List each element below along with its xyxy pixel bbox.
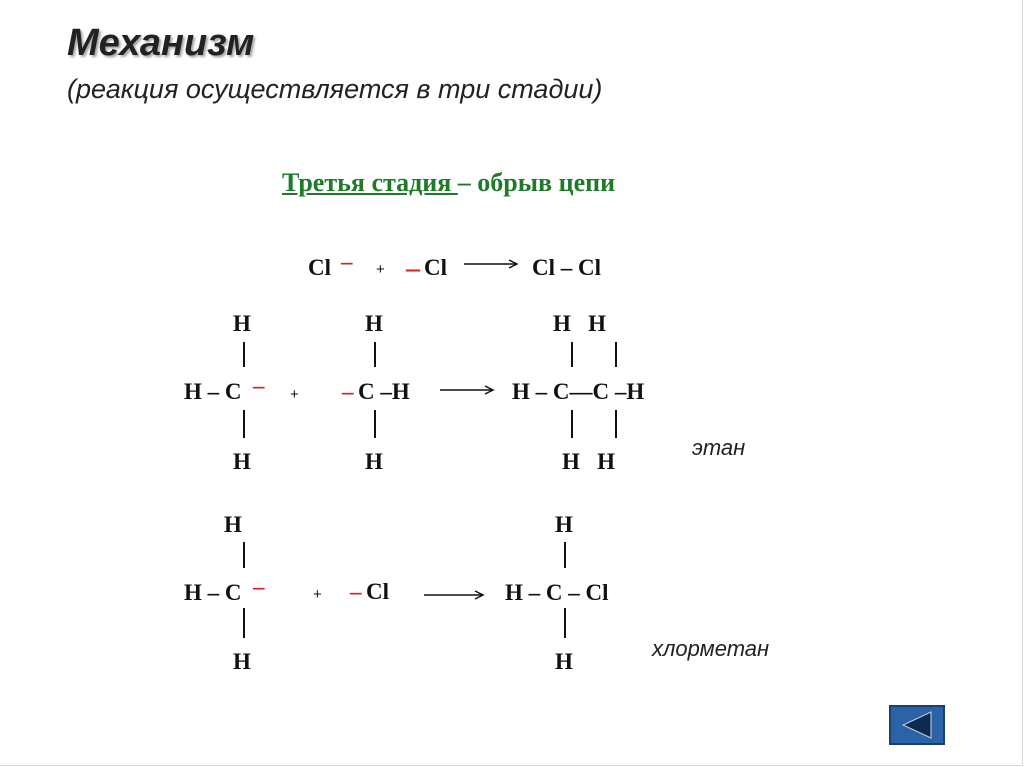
stage-title: Третья стадия xyxy=(282,168,458,197)
back-arrow-icon xyxy=(891,707,943,743)
r2-m2-center: C –H xyxy=(358,379,410,404)
r2-product-h-bottom: H H xyxy=(562,449,616,474)
stage-heading xyxy=(282,168,615,198)
r2-product-h-top: H H xyxy=(553,311,607,336)
r2-plus: + xyxy=(290,386,299,403)
r2-m2-bond-top xyxy=(374,342,376,367)
r2-m1-center: H – C xyxy=(184,379,242,404)
r3-m1-h-top: H xyxy=(224,512,242,537)
r2-product-bond-top-2 xyxy=(615,342,617,367)
r2-product-bond-bottom-1 xyxy=(571,410,573,438)
r3-cl: Cl xyxy=(366,579,389,604)
r3-plus: + xyxy=(313,586,322,603)
stage-rest: – обрыв цепи xyxy=(457,168,616,197)
r2-product-bond-bottom-2 xyxy=(615,410,617,438)
r2-m1-h-bottom: H xyxy=(233,449,251,474)
r2-m1-h-top: H xyxy=(233,311,251,336)
r1-arrow-icon xyxy=(464,259,520,269)
r2-m1-bond-top xyxy=(243,342,245,367)
r3-product-h-bottom: H xyxy=(555,649,573,674)
r1-left-radical: – xyxy=(341,249,353,274)
r3-product-bond-top xyxy=(564,542,566,568)
r3-cl-radical: – xyxy=(350,579,362,604)
r3-m1-radical: – xyxy=(253,574,265,599)
r2-m1-bond-bottom xyxy=(243,410,245,438)
r2-m2-h-top: H xyxy=(365,311,383,336)
r3-m1-center: H – C xyxy=(184,580,242,605)
r3-m1-bond-top xyxy=(243,542,245,568)
r2-arrow-icon xyxy=(440,385,496,395)
r2-m2-bond-bottom xyxy=(374,410,376,438)
r3-m1-bond-bottom xyxy=(243,608,245,638)
r2-product-center: H – C—C –H xyxy=(512,379,645,404)
r3-m1-h-bottom: H xyxy=(233,649,251,674)
r1-product: Cl – Cl xyxy=(532,255,601,280)
r1-right-cl: Cl xyxy=(424,255,447,280)
r2-m2-radical: – xyxy=(342,379,354,404)
r2-product-bond-top-1 xyxy=(571,342,573,367)
r3-arrow-icon xyxy=(424,590,486,600)
slide-title: Механизм xyxy=(67,22,255,64)
r3-product-center: H – C – Cl xyxy=(505,580,609,605)
r2-m2-h-bottom: H xyxy=(365,449,383,474)
back-button[interactable] xyxy=(889,705,945,745)
r3-product-bond-bottom xyxy=(564,608,566,638)
r2-product-name: этан xyxy=(692,435,746,460)
r3-product-name: хлорметан xyxy=(652,636,770,661)
r2-m1-radical: – xyxy=(253,373,265,398)
slide-subtitle: (реакция осуществляется в три стадии) xyxy=(67,74,603,104)
r1-left-cl: Cl xyxy=(308,255,331,280)
r1-right-radical: – xyxy=(406,253,420,284)
r1-plus: + xyxy=(376,261,385,278)
r3-product-h-top: H xyxy=(555,512,573,537)
